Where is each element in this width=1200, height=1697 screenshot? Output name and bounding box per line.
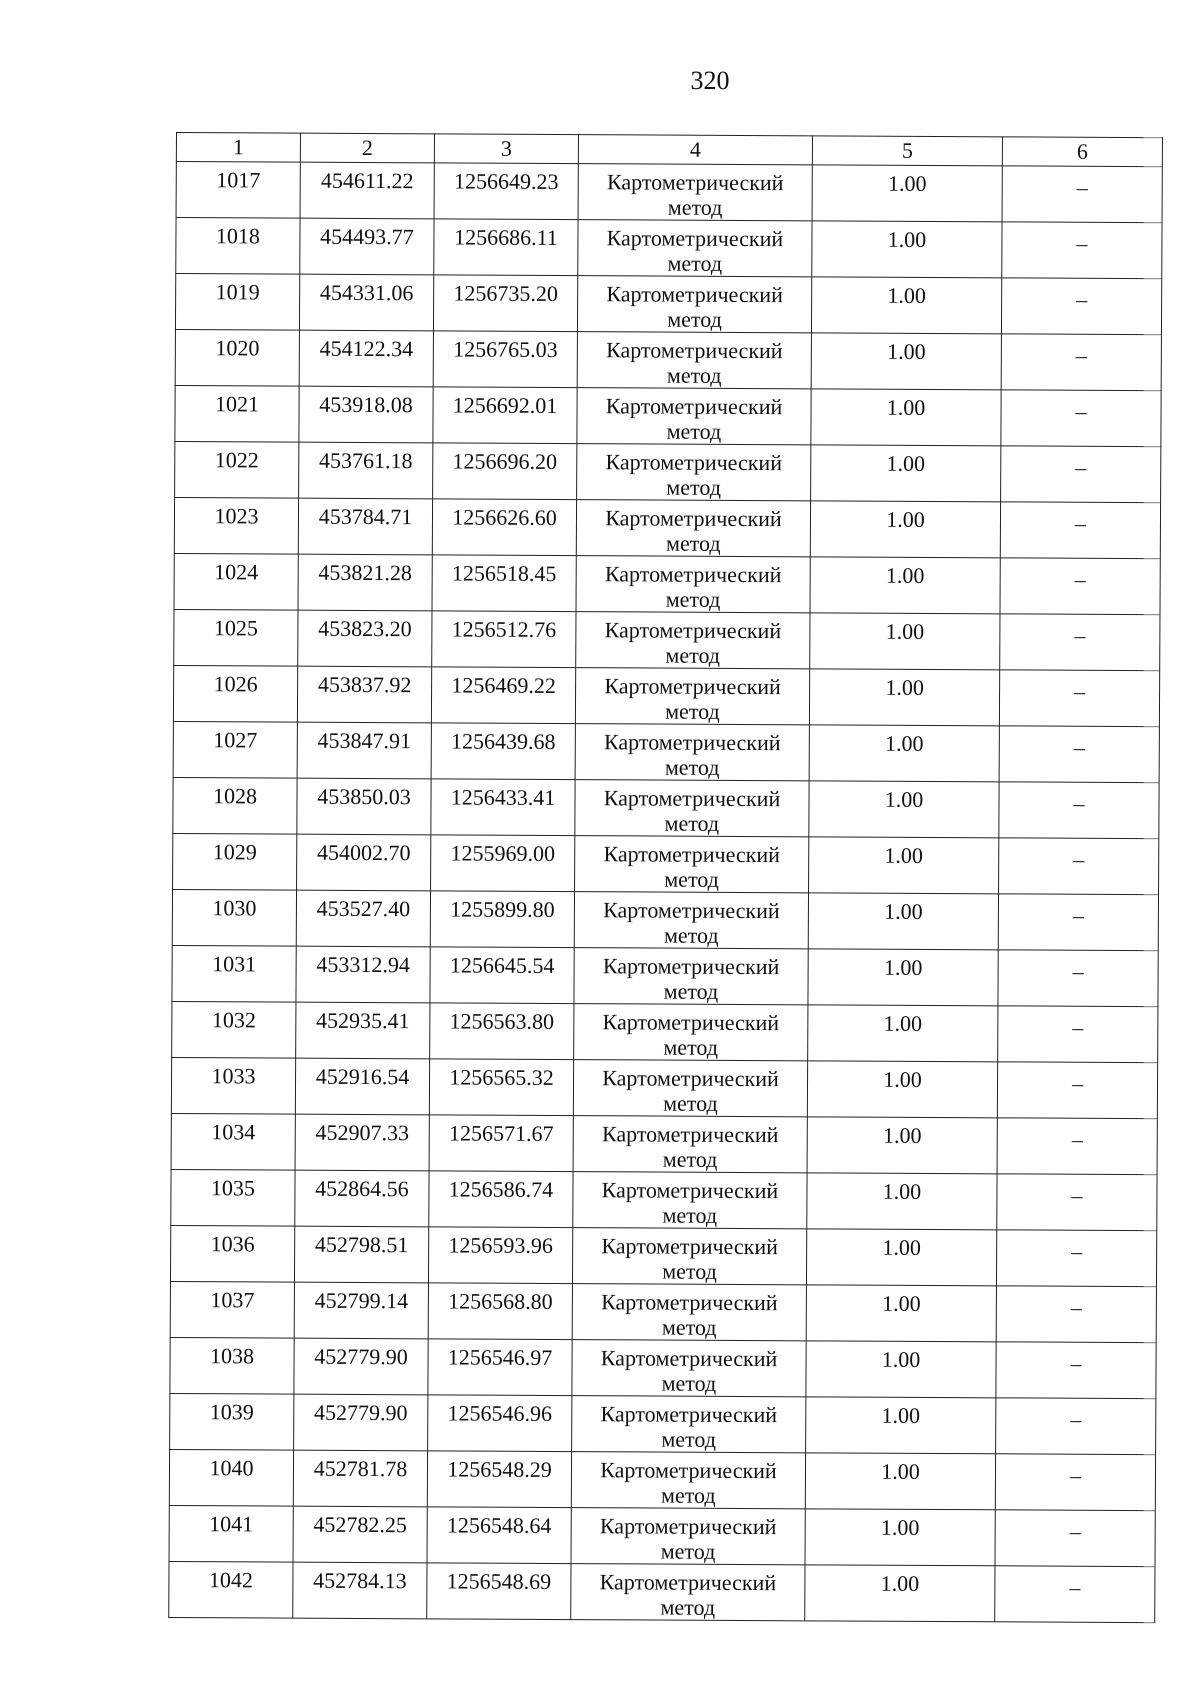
accuracy-cell: 1.00 [812,221,1002,278]
x-coordinate-cell: 453821.28 [298,554,432,611]
x-coordinate-cell: 452784.13 [293,1562,427,1619]
accuracy-cell: 1.00 [805,1453,995,1510]
method-cell: Картометрический метод [577,444,811,501]
point-number-cell: 1032 [172,1001,296,1058]
method-cell: Картометрический метод [574,948,808,1005]
accuracy-cell: 1.00 [806,1229,996,1286]
table-row [174,497,1160,558]
x-coordinate-cell: 454493.77 [300,218,434,275]
method-cell: Картометрический метод [575,780,809,837]
accuracy-cell: 1.00 [806,1285,996,1342]
table-row [169,1561,1155,1622]
accuracy-cell: 1.00 [810,501,1000,558]
accuracy-cell: 1.00 [805,1565,995,1622]
method-cell: Картометрический метод [575,668,809,725]
method-cell: Картометрический метод [571,1508,805,1565]
y-coordinate-cell: 1256565.32 [429,1059,573,1116]
point-number-cell: 1024 [174,553,298,610]
y-coordinate-cell: 1256546.96 [428,1395,572,1452]
x-coordinate-cell: 453823.20 [298,610,432,667]
method-cell: Картометрический метод [575,836,809,893]
table-row [173,777,1159,838]
accuracy-cell: 1.00 [807,1061,997,1118]
point-number-cell: 1017 [176,162,300,219]
x-coordinate-cell: 453312.94 [296,946,430,1003]
y-coordinate-cell: 1256568.80 [428,1283,572,1340]
point-number-cell: 1022 [175,441,299,498]
accuracy-cell: 1.00 [808,893,998,950]
y-coordinate-cell: 1256626.60 [432,499,576,556]
table-row [172,945,1158,1006]
x-coordinate-cell: 452864.56 [295,1170,429,1227]
note-cell: – [995,1454,1155,1511]
point-number-cell: 1018 [176,218,300,275]
point-number-cell: 1036 [170,1225,294,1282]
x-coordinate-cell: 453527.40 [296,890,430,947]
table-row [175,274,1161,335]
table-row [175,385,1161,446]
accuracy-cell: 1.00 [806,1341,996,1398]
y-coordinate-cell: 1256512.76 [432,611,576,668]
note-cell: – [999,670,1159,727]
note-cell: – [1002,222,1162,279]
y-coordinate-cell: 1256563.80 [430,1003,574,1060]
method-cell: Картометрический метод [576,612,810,669]
x-coordinate-cell: 452779.90 [294,1338,428,1395]
accuracy-cell: 1.00 [809,781,999,838]
y-coordinate-cell: 1256692.01 [433,387,577,444]
x-coordinate-cell: 453847.91 [297,722,431,779]
method-cell: Картометрический метод [571,1452,805,1509]
method-cell: Картометрический метод [573,1172,807,1229]
y-coordinate-cell: 1256546.97 [428,1339,572,1396]
note-cell: – [998,950,1158,1007]
method-cell: Картометрический метод [572,1396,806,1453]
x-coordinate-cell: 453784.71 [298,498,432,555]
y-coordinate-cell: 1255899.80 [430,891,574,948]
table-row [170,1225,1156,1286]
point-number-cell: 1037 [170,1281,294,1338]
accuracy-cell: 1.00 [811,277,1001,334]
note-cell: – [999,782,1159,839]
note-cell: – [1002,166,1162,223]
accuracy-cell: 1.00 [811,333,1001,390]
point-number-cell: 1021 [175,385,299,442]
point-number-cell: 1023 [174,497,298,554]
column-header: 3 [434,134,578,164]
accuracy-cell: 1.00 [808,1005,998,1062]
method-cell: Картометрический метод [577,276,811,333]
x-coordinate-cell: 452779.90 [294,1394,428,1451]
x-coordinate-cell: 452782.25 [293,1506,427,1563]
method-cell: Картометрический метод [578,164,812,221]
x-coordinate-cell: 452916.54 [295,1058,429,1115]
note-cell: – [995,1566,1155,1623]
note-cell: – [1000,558,1160,615]
accuracy-cell: 1.00 [809,669,999,726]
y-coordinate-cell: 1256548.69 [427,1563,571,1620]
column-header: 5 [812,136,1002,166]
accuracy-cell: 1.00 [810,613,1000,670]
method-cell: Картометрический метод [571,1564,805,1621]
point-number-cell: 1034 [171,1113,295,1170]
note-cell: – [998,894,1158,951]
accuracy-cell: 1.00 [807,1117,997,1174]
y-coordinate-cell: 1256469.22 [431,667,575,724]
method-cell: Картометрический метод [572,1284,806,1341]
note-cell: – [996,1398,1156,1455]
table-row [171,1113,1157,1174]
column-header: 1 [176,133,300,163]
y-coordinate-cell: 1256433.41 [431,779,575,836]
note-cell: – [1001,390,1161,447]
table-row [173,665,1159,726]
y-coordinate-cell: 1256696.20 [433,443,577,500]
y-coordinate-cell: 1256649.23 [434,163,578,220]
method-cell: Картометрический метод [576,556,810,613]
x-coordinate-cell: 452907.33 [295,1114,429,1171]
y-coordinate-cell: 1256735.20 [433,275,577,332]
x-coordinate-cell: 453761.18 [299,442,433,499]
x-coordinate-cell: 454331.06 [299,274,433,331]
note-cell: – [1001,334,1161,391]
x-coordinate-cell: 453837.92 [297,666,431,723]
y-coordinate-cell: 1256765.03 [433,331,577,388]
note-cell: – [1001,278,1161,335]
x-coordinate-cell: 454002.70 [297,834,431,891]
table-row [172,1001,1158,1062]
y-coordinate-cell: 1255969.00 [431,835,575,892]
point-number-cell: 1042 [169,1561,293,1618]
point-number-cell: 1026 [173,665,297,722]
column-header: 2 [300,133,434,163]
point-number-cell: 1019 [175,274,299,331]
point-number-cell: 1033 [171,1057,295,1114]
note-cell: – [1001,446,1161,503]
accuracy-cell: 1.00 [807,1173,997,1230]
note-cell: – [997,1174,1157,1231]
x-coordinate-cell: 454122.34 [299,330,433,387]
y-coordinate-cell: 1256439.68 [431,723,575,780]
point-number-cell: 1029 [173,833,297,890]
table-row [170,1281,1156,1342]
note-cell: – [1000,502,1160,559]
note-cell: – [997,1118,1157,1175]
column-header: 6 [1002,137,1162,167]
table-row [174,609,1160,670]
method-cell: Картометрический метод [572,1340,806,1397]
coordinates-table [168,132,1163,1623]
table-row [169,1505,1155,1566]
point-number-cell: 1038 [170,1337,294,1394]
table-row [175,329,1161,390]
point-number-cell: 1039 [170,1393,294,1450]
method-cell: Картометрический метод [576,500,810,557]
accuracy-cell: 1.00 [809,837,999,894]
note-cell: – [998,1006,1158,1063]
method-cell: Картометрический метод [577,332,811,389]
table-row [172,889,1158,950]
table-row [169,1449,1155,1510]
point-number-cell: 1035 [171,1169,295,1226]
accuracy-cell: 1.00 [810,557,1000,614]
table-row [173,721,1159,782]
y-coordinate-cell: 1256593.96 [428,1227,572,1284]
note-cell: – [996,1230,1156,1287]
method-cell: Картометрический метод [572,1228,806,1285]
y-coordinate-cell: 1256571.67 [429,1115,573,1172]
y-coordinate-cell: 1256548.29 [427,1451,571,1508]
method-cell: Картометрический метод [577,388,811,445]
accuracy-cell: 1.00 [806,1397,996,1454]
x-coordinate-cell: 452798.51 [294,1226,428,1283]
accuracy-cell: 1.00 [808,949,998,1006]
accuracy-cell: 1.00 [811,389,1001,446]
table-row [174,553,1160,614]
x-coordinate-cell: 454611.22 [300,162,434,219]
method-cell: Картометрический метод [575,724,809,781]
point-number-cell: 1041 [169,1505,293,1562]
accuracy-cell: 1.00 [805,1509,995,1566]
method-cell: Картометрический метод [573,1060,807,1117]
point-number-cell: 1040 [169,1449,293,1506]
method-cell: Картометрический метод [574,1004,808,1061]
y-coordinate-cell: 1256518.45 [432,555,576,612]
point-number-cell: 1025 [174,609,298,666]
x-coordinate-cell: 452935.41 [296,1002,430,1059]
y-coordinate-cell: 1256645.54 [430,947,574,1004]
method-cell: Картометрический метод [574,892,808,949]
table-row [171,1057,1157,1118]
y-coordinate-cell: 1256586.74 [429,1171,573,1228]
table-row [173,833,1159,894]
table-row [170,1337,1156,1398]
note-cell: – [996,1286,1156,1343]
note-cell: – [999,726,1159,783]
y-coordinate-cell: 1256548.64 [427,1507,571,1564]
column-header: 4 [578,135,812,165]
table-body [169,162,1163,1623]
table-row [176,162,1162,223]
table-row [171,1169,1157,1230]
note-cell: – [1000,614,1160,671]
point-number-cell: 1030 [172,889,296,946]
point-number-cell: 1031 [172,945,296,1002]
note-cell: – [999,838,1159,895]
x-coordinate-cell: 452799.14 [294,1282,428,1339]
point-number-cell: 1020 [175,329,299,386]
point-number-cell: 1027 [173,721,297,778]
y-coordinate-cell: 1256686.11 [434,219,578,276]
x-coordinate-cell: 453918.08 [299,386,433,443]
point-number-cell: 1028 [173,777,297,834]
x-coordinate-cell: 452781.78 [293,1450,427,1507]
method-cell: Картометрический метод [573,1116,807,1173]
method-cell: Картометрический метод [578,220,812,277]
accuracy-cell: 1.00 [811,445,1001,502]
accuracy-cell: 1.00 [809,725,999,782]
table-row [175,441,1161,502]
table-row [176,218,1162,279]
x-coordinate-cell: 453850.03 [297,778,431,835]
page-number: 320 [690,66,730,95]
note-cell: – [997,1062,1157,1119]
note-cell: – [995,1510,1155,1567]
note-cell: – [996,1342,1156,1399]
table-row [170,1393,1156,1454]
accuracy-cell: 1.00 [812,165,1002,222]
